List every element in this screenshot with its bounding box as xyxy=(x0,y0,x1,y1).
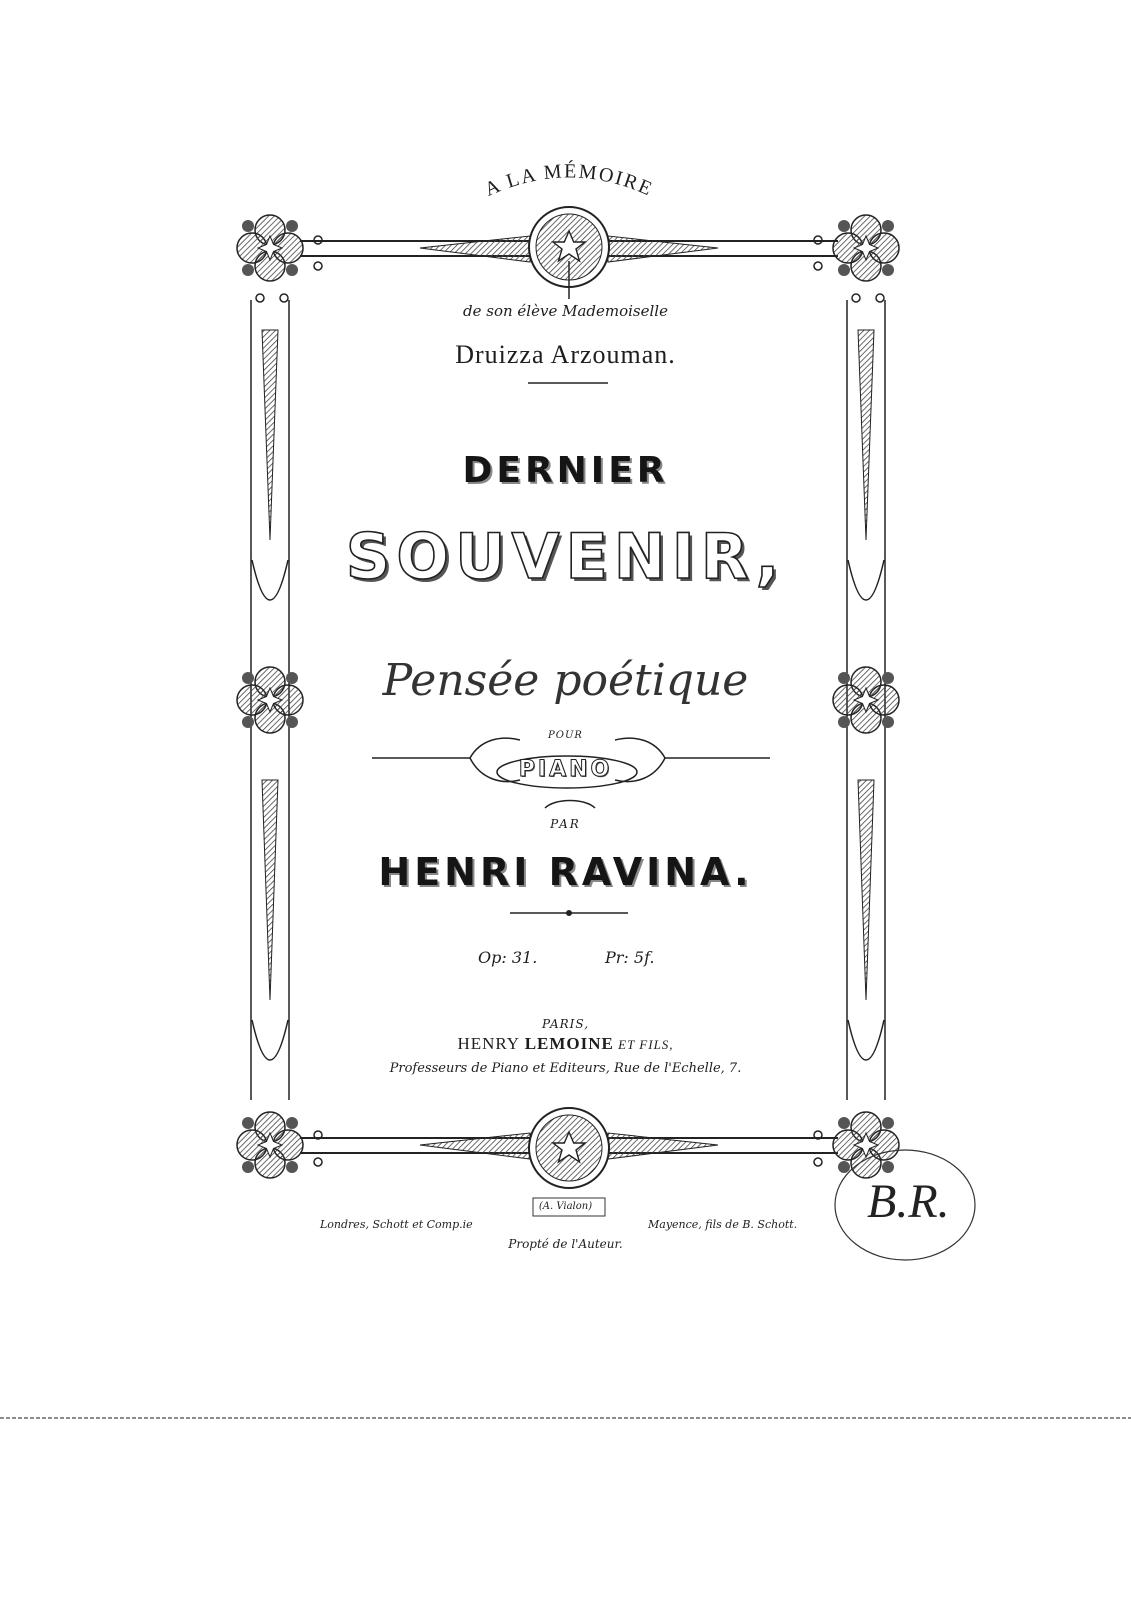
mainz-publisher: Mayence, fils de B. Schott. xyxy=(648,1218,798,1231)
publisher-city: PARIS, xyxy=(541,1017,590,1031)
par-label: PAR xyxy=(550,817,581,831)
composer-divider xyxy=(510,910,628,916)
dedication-line: de son élève Mademoiselle xyxy=(463,302,668,320)
london-publisher: Londres, Schott et Comp.ie xyxy=(320,1218,473,1231)
subtitle: Pensée poétique xyxy=(382,655,749,706)
top-medallion xyxy=(529,207,609,299)
title-line-2: SOUVENIR, xyxy=(345,520,786,593)
publisher-name-suffix: ET FILS, xyxy=(613,1037,674,1052)
dedication-heading-arc: A LA MÉMOIRE xyxy=(481,160,657,201)
publisher-name-main: LEMOINE xyxy=(524,1034,614,1053)
publisher-name-plain: HENRY xyxy=(457,1034,525,1053)
property-notice: Propté de l'Auteur. xyxy=(508,1237,623,1251)
rosette-bottom-left xyxy=(237,1112,303,1178)
instrument-label: PIANO xyxy=(518,757,613,782)
rosette-top-right xyxy=(833,215,899,281)
composer-name: HENRI RAVINA. xyxy=(378,850,753,894)
title-line-1: DERNIER xyxy=(462,450,669,491)
svg-text:B.R.: B.R. xyxy=(867,1175,950,1228)
pour-label: POUR xyxy=(548,730,583,741)
publisher-name xyxy=(0,1034,1131,1054)
price: Pr: 5f. xyxy=(605,948,655,967)
bottom-medallion xyxy=(529,1108,609,1188)
engraver-credit: (A. Vialon) xyxy=(538,1201,593,1212)
publisher-address: Professeurs de Piano et Editeurs, Rue de l'Echelle, 7. xyxy=(389,1061,742,1076)
rosette-bottom-right xyxy=(833,1112,899,1178)
dedicatee-name: Druizza Arzouman. xyxy=(455,340,676,369)
opus-number: Op: 31. xyxy=(478,948,538,967)
rosette-top-left xyxy=(237,215,303,281)
